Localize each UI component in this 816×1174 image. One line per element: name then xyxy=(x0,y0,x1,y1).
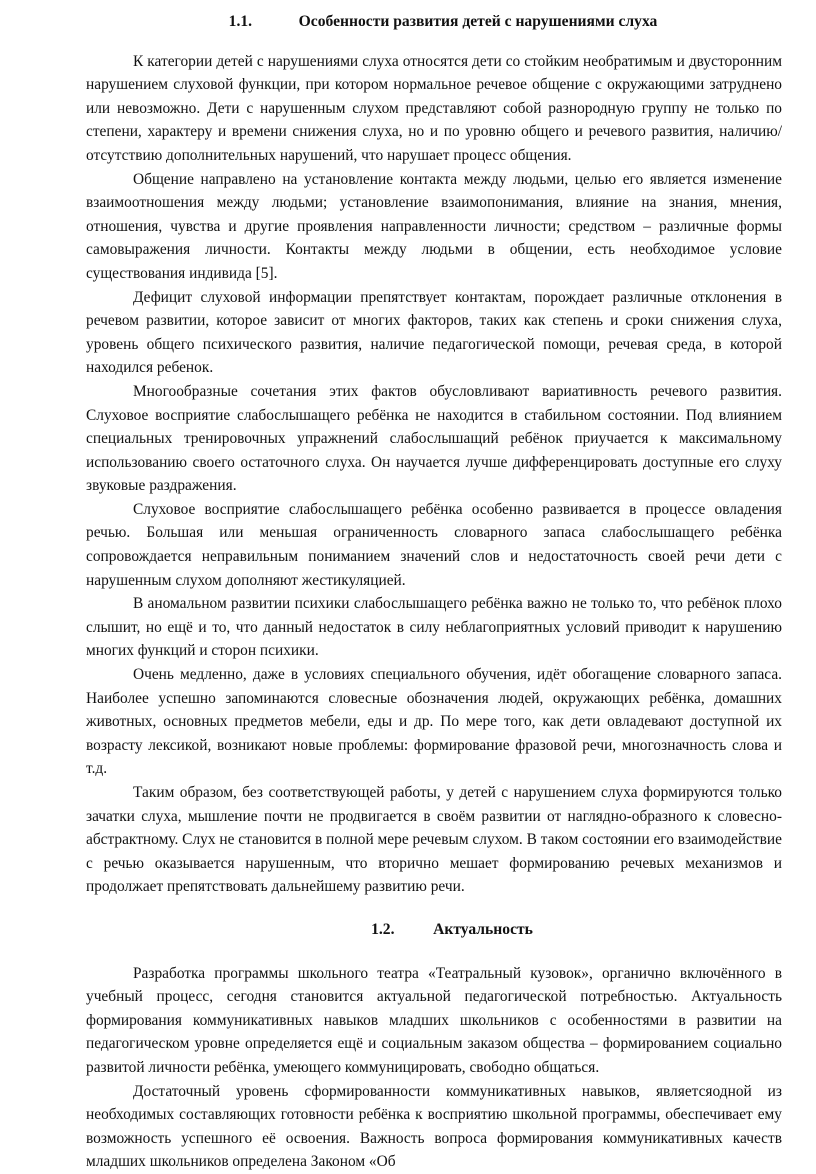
document-body xyxy=(86,10,782,1174)
section-number: 1.1. xyxy=(228,13,253,30)
paragraph: Разработка программы школьного театра «Театральный кузовок», органично включённого в учебный процесс, сегодня становится актуальной педагогической потребностью. Актуальность формирования коммуникативных навыков младших школьников с особенностями в развитии на педагогическом уровне определяется ещё и социальным заказом общества – формированием социально развитой личности ребёнка, умеющего коммуницировать, свободно общаться. xyxy=(86,964,782,1076)
section-number: 1.2. xyxy=(371,920,395,938)
paragraph: Многообразные сочетания этих фактов обусловливают вариативность речевого развития. Слуховое восприятие слабослышащего ребёнка не находится в стабильном состоянии. Под влиянием специальных тренировочных упражнений слабослышащий ребёнок приучается к максимальному использованию своего остаточного слуха. Он научается лучше дифференцировать доступные его слуху звуковые раздражения. xyxy=(86,382,782,495)
paragraph: Достаточный уровень сформированности коммуникативных навыков, являетсяодной из необходимых составляющих готовности ребёнка к восприятию школьной программы, обеспечивает ему возможность успешного её освоения. Важность вопроса формирования коммуникативных качеств младших школьников определена Законом «Об xyxy=(86,1082,782,1171)
section-title: Актуальность xyxy=(433,920,533,938)
paragraph: Слуховое восприятие слабослышащего ребёнка особенно развивается в процессе овладения речью. Большая или меньшая ограниченность словарного запаса слабослышащего ребёнка сопровождается неправильным пониманием значений слов и недостаточность своей речи дети с нарушенным слухом дополняют жестикуляцией. xyxy=(86,500,782,589)
paragraph: В аномальном развитии психики слабослышащего ребёнка важно не только то, что ребёнок плохо слышит, но ещё и то, что данный недостаток в силу неблагоприятных условий приводит к нарушению многих функций и сторон психики. xyxy=(86,595,782,660)
section-heading-1-1 xyxy=(86,10,782,34)
section-heading-1-2 xyxy=(86,918,782,942)
paragraph: Очень медленно, даже в условиях специального обучения, идёт обогащение словарного запаса. Наиболее успешно запоминаются словесные обозначения людей, окружающих ребёнка, домашних животных, основных предметов мебели, еды и др. По мере того, как дети овладевают доступной их возрасту лексикой, возникают новые проблемы: формирование фразовой речи, многозначность слова и т.д. xyxy=(86,666,782,778)
paragraph: К категории детей с нарушениями слуха относятся дети со стойким необратимым и двусторонним нарушением слуховой функции, при котором нормальное речевое общение с окружающими затруднено или невозможно. Дети с нарушенным слухом представляют собой разнородную группу не только по степени, характеру и времени снижения слуха, но и по уровню общего и речевого развития, наличию/отсутствию дополнительных нарушений, что нарушает процесс общения. xyxy=(86,52,782,164)
paragraph: Дефицит слуховой информации препятствует контактам, порождает различные отклонения в речевом развитии, которое зависит от многих факторов, таких как степень и сроки снижения слуха, уровень общего психического развития, наличие педагогической помощи, речевая среда, в которой находился ребенок. xyxy=(86,288,782,377)
paragraph: Общение направлено на установление контакта между людьми, целью его является изменение взаимоотношения между людьми; установление взаимопонимания, влияние на знания, мнения, отношения, чувства и другие проявления направленности личности; средством – различные формы самовыражения личности. Контакты между людьми в общении, есть необходимое условие существования индивида [5]. xyxy=(86,170,782,282)
section-title: Особенности развития детей с нарушениями слуха xyxy=(298,13,658,30)
paragraph: Таким образом, без соответствующей работы, у детей с нарушением слуха формируются только зачатки слуха, мышление почти не продвигается в своём развитии от наглядно-образного к словесно-абстрактному. Слух не становится в полной мере речевым слухом. В таком состоянии его взаимодействие с речью оказывается нарушенным, что вторично мешает формированию речевых механизмов и продолжает препятствовать дальнейшему развитию речи. xyxy=(86,784,782,896)
